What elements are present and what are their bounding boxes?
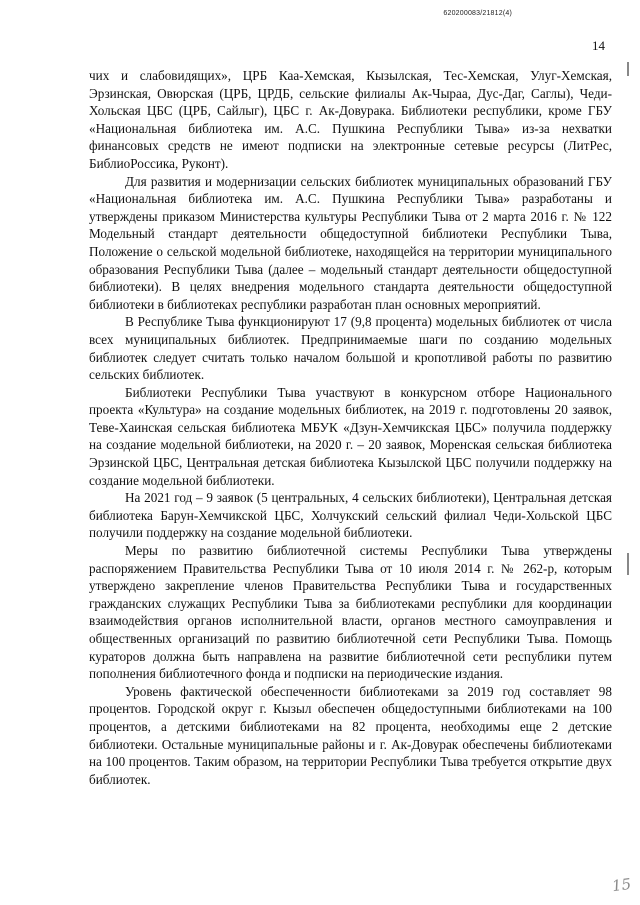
document-body bbox=[89, 67, 612, 788]
paragraph-7: Уровень фактической обеспеченности библиотеками за 2019 год составляет 98 процентов. Городской округ г. Кызыл обеспечен общедоступными библиотеками на 100 процентов, а детскими библиотеками на 82 процента, необходимы еще 2 детские библиотеки. Остальные муниципальные районы и г. Ак-Довурак обеспечены библиотеками на 100 процентов. Таким образом, на территории Республики Тыва требуется открытие двух библиотек. bbox=[89, 683, 612, 787]
handwritten-page-number: 15 bbox=[610, 874, 633, 896]
scan-edge-mark-top bbox=[627, 62, 629, 76]
paragraph-4: Библиотеки Республики Тыва участвуют в конкурсном отборе Национального проекта «Культура» на создание модельных библиотек, на 2019 г. подготовлены 20 заявок, Теве-Хаинская сельская библиотека МБУК «Дзун-Хемчикская ЦБС» получила поддержку на создание модельной библиотеки, на 2020 г. – 20 заявок, Моренская сельская библиотека Эрзинской ЦБС, Центральная детская библиотека Кызылской ЦБС получили поддержку на создание модельной библиотеки. bbox=[89, 384, 612, 488]
paragraph-6: Меры по развитию библиотечной системы Республики Тыва утверждены распоряжением Правительства Республики Тыва от 10 июля 2014 г. № 262-р, которым утверждено закрепление членов Правительства Республики Тыва и государственных гражданских служащих Республики Тыва за библиотеками республики для координации взаимодействия органов исполнительной власти, органов местного самоуправления и общественных организаций по развитию библиотечной сети Республики Тыва. Помощь кураторов должна быть направлена на развитие библиотечной сети республики путем пополнения библиотечного фонда и подписки на периодические издания. bbox=[89, 543, 612, 682]
page-number: 14 bbox=[592, 38, 605, 53]
paragraph-5: На 2021 год – 9 заявок (5 центральных, 4 сельских библиотеки), Центральная детская библиотека Барун-Хемчикской ЦБС, Холчукский сельский филиал Чеди-Хольской ЦБС получили поддержку на создание модельной библиотеки. bbox=[89, 490, 612, 541]
paragraph-2: Для развития и модернизации сельских библиотек муниципальных образований ГБУ «Национальная библиотека им. А.С. Пушкина Республики Тыва» разработаны и утверждены приказом Министерства культуры Республики Тыва от 2 марта 2016 г. № 122 Модельный стандарт деятельности общедоступной библиотеки Республики Тыва, Положение о сельской модельной библиотеке, находящейся на территории муниципального образования Республики Тыва (далее – модельный стандарт деятельности общедоступной библиотеки). В целях внедрения модельного стандарта деятельности общедоступной библиотеки в библиотеках республики разработан план основных мероприятий. bbox=[89, 173, 612, 312]
document-id: 620200083/21812(4) bbox=[443, 10, 512, 17]
paragraph-1: чих и слабовидящих», ЦРБ Каа-Хемская, Кызылская, Тес-Хемская, Улуг-Хемская, Эрзинская, Овюрская (ЦРБ, ЦРДБ, сельские филиалы Ак-Чыраа, Дус-Даг, Саглы), Чеди-Хольская ЦБС (ЦРБ, Сайлыг), ЦБС г. Ак-Довурака. Библиотеки республики, кроме ГБУ «Национальная библиотека им. А.С. Пушкина Республики Тыва» из-за нехватки финансовых средств не имеют подписки на электронные сетевые ресурсы (ЛитРес, БиблиоРоссика, Руконт). bbox=[89, 68, 612, 171]
paragraph-3: В Республике Тыва функционируют 17 (9,8 процента) модельных библиотек от числа всех муниципальных библиотек. Предпринимаемые шаги по созданию модельных библиотек следует считать только началом большой и кропотливой работы по развитию сельских библиотек. bbox=[89, 314, 612, 383]
scan-edge-mark-bottom bbox=[627, 553, 629, 575]
